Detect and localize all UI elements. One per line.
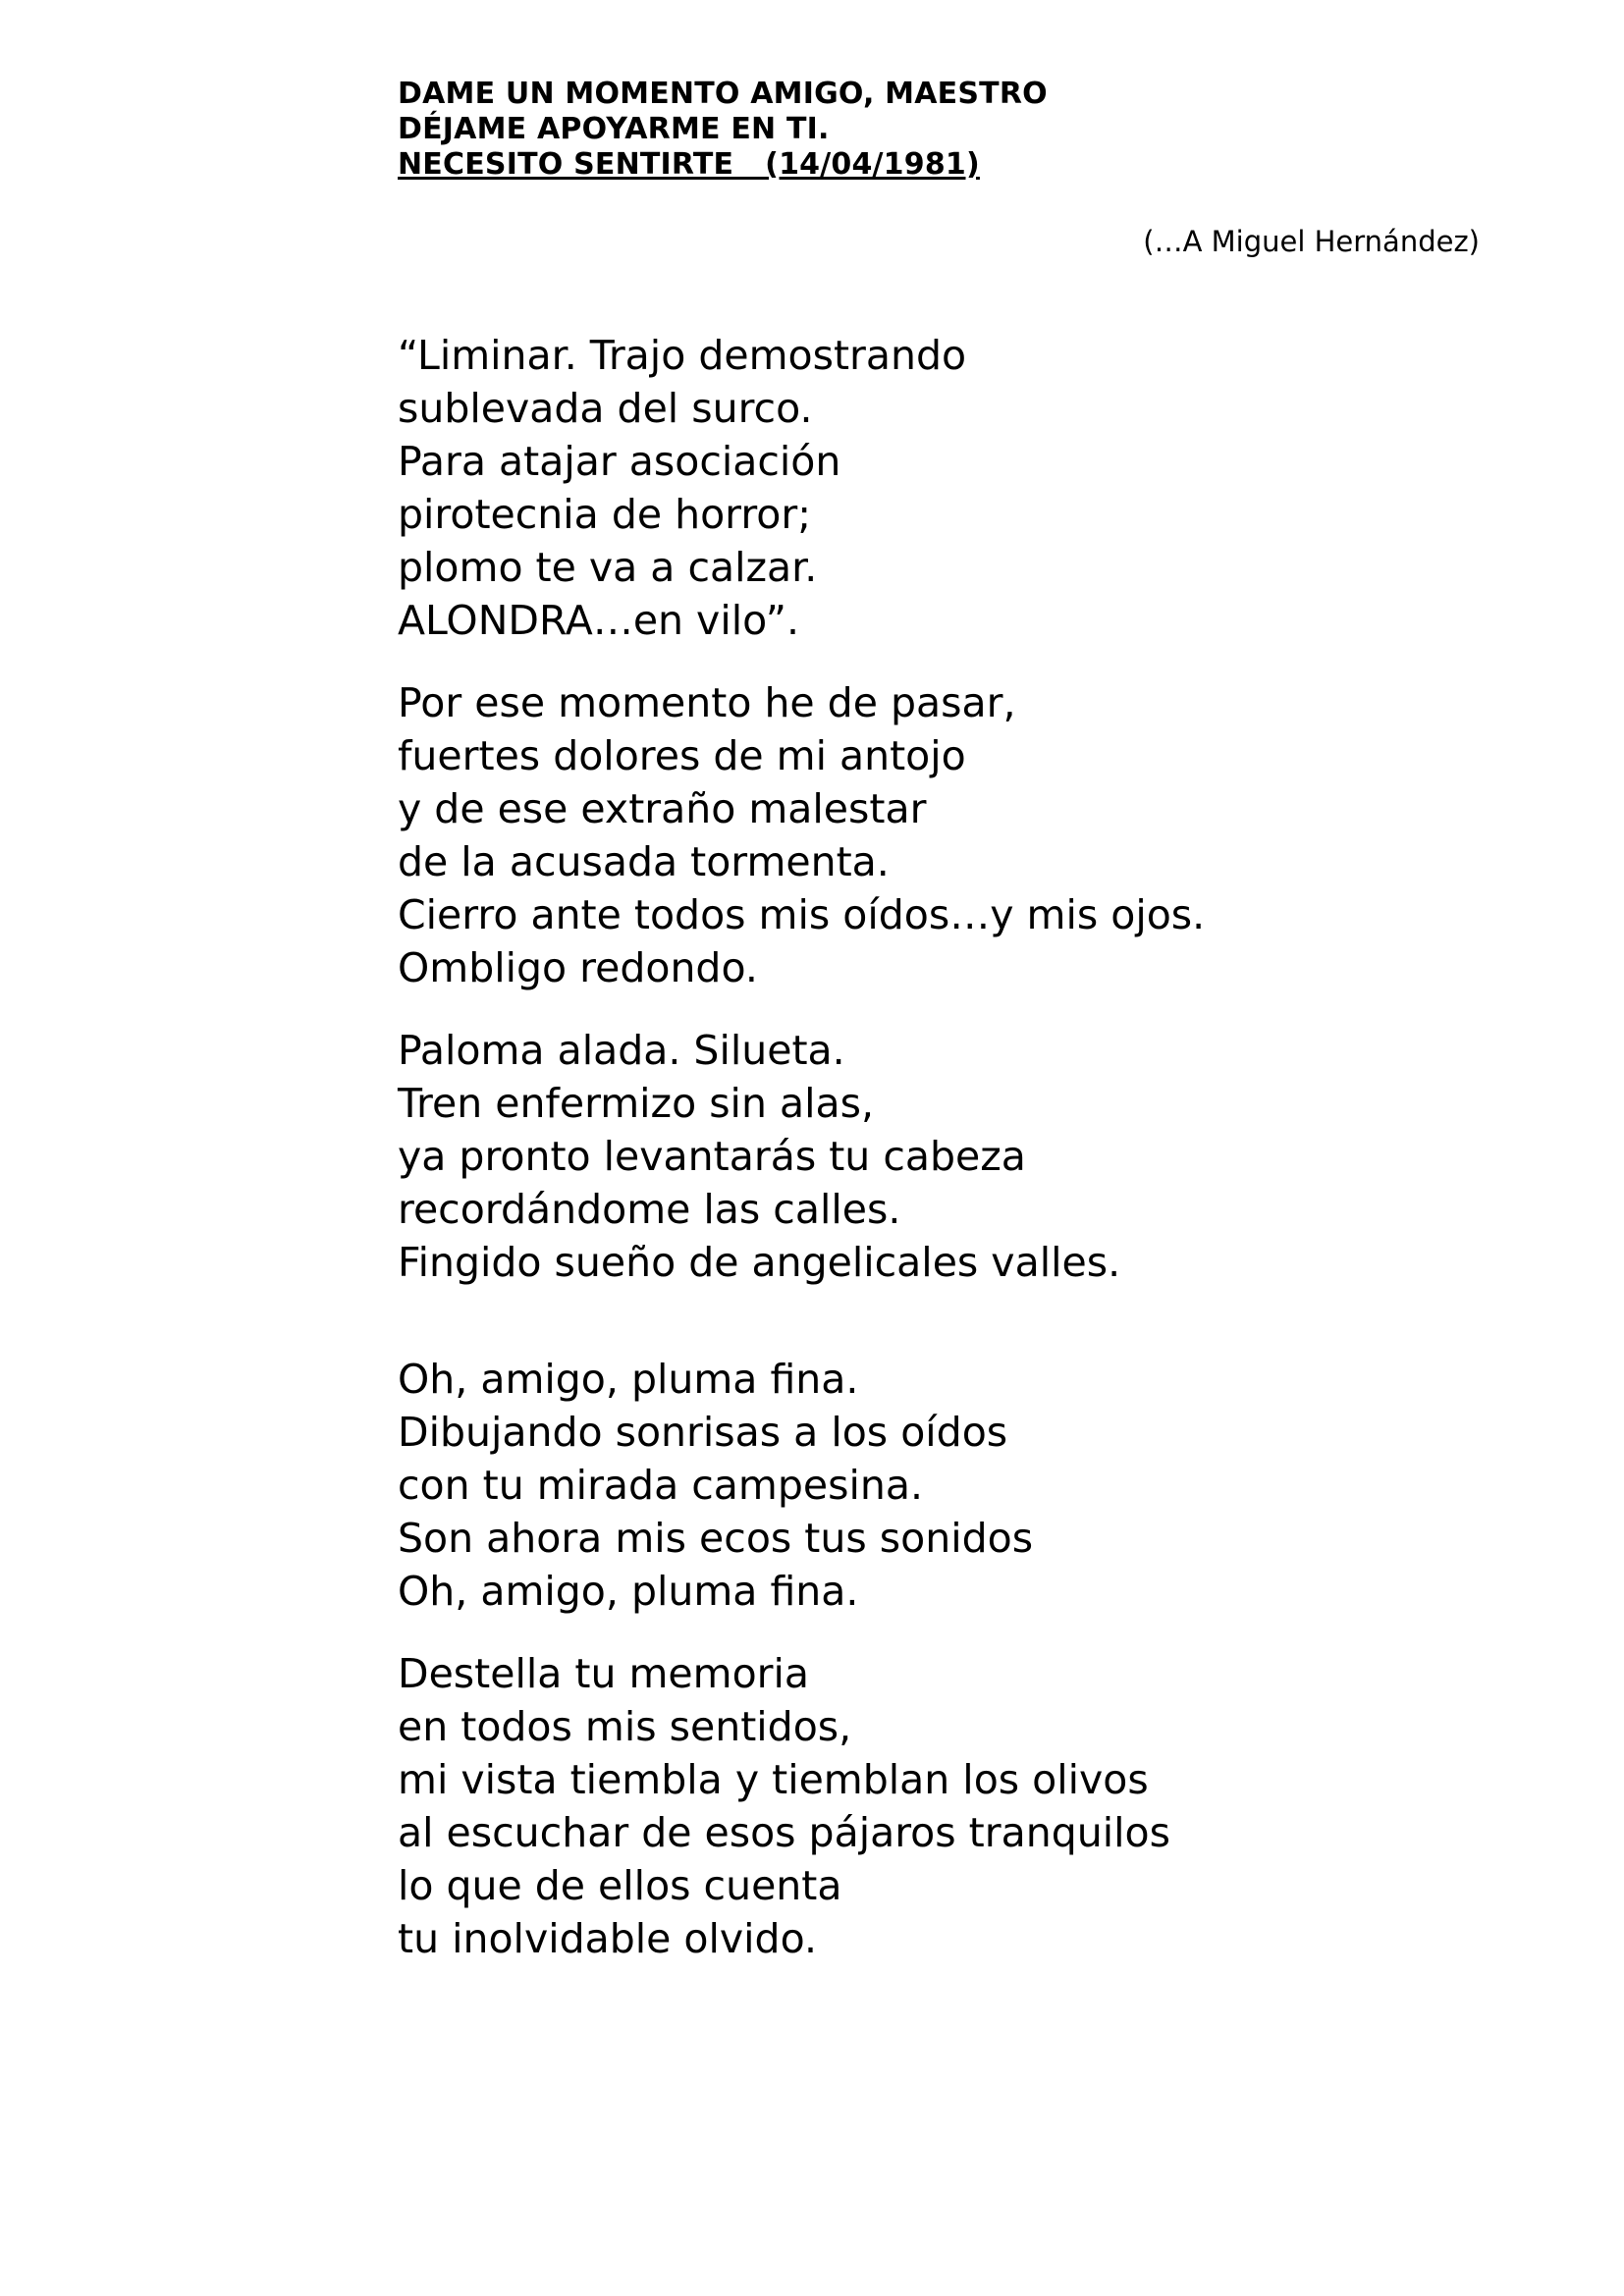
- stanza-2: [398, 676, 1205, 994]
- stanza-3: [398, 1024, 1205, 1289]
- poem-body: [398, 329, 1205, 1965]
- verse-line: Dibujando sonrisas a los oídos: [398, 1409, 1008, 1456]
- stanza-1: [398, 329, 1205, 647]
- verse-line: ALONDRA…en vilo”.: [398, 597, 799, 644]
- verse-line: Paloma alada. Silueta.: [398, 1027, 845, 1074]
- title-line-3: NECESITO SENTIRTE (14/04/1981): [398, 147, 980, 182]
- verse-line: mi vista tiembla y tiemblan los olivos: [398, 1756, 1149, 1803]
- verse-line: Ombligo redondo.: [398, 944, 758, 991]
- title-line-1: DAME UN MOMENTO AMIGO, MAESTRO: [398, 77, 1048, 111]
- verse-line: Cierro ante todos mis oídos…y mis ojos.: [398, 891, 1206, 938]
- stanza-4: [398, 1353, 1205, 1618]
- verse-line: Para atajar asociación: [398, 438, 841, 485]
- verse-line: en todos mis sentidos,: [398, 1703, 852, 1750]
- verse-line: Son ahora mis ecos tus sonidos: [398, 1515, 1034, 1562]
- verse-line: lo que de ellos cuenta: [398, 1862, 842, 1909]
- verse-line: pirotecnia de horror;: [398, 491, 812, 538]
- verse-line: recordándome las calles.: [398, 1186, 901, 1233]
- verse-line: sublevada del surco.: [398, 385, 813, 432]
- verse-line: y de ese extraño malestar: [398, 785, 927, 832]
- verse-line: de la acusada tormenta.: [398, 838, 890, 885]
- stanza-5: [398, 1647, 1205, 1965]
- verse-line: tu inolvidable olvido.: [398, 1915, 817, 1962]
- verse-line: ya pronto levantarás tu cabeza: [398, 1133, 1026, 1180]
- verse-line: Fingido sueño de angelicales valles.: [398, 1239, 1121, 1286]
- verse-line: plomo te va a calzar.: [398, 544, 818, 591]
- verse-line: “Liminar. Trajo demostrando: [398, 332, 967, 379]
- title-line-2: DÉJAME APOYARME EN TI.: [398, 112, 830, 146]
- verse-line: con tu mirada campesina.: [398, 1462, 923, 1509]
- verse-line: al escuchar de esos pájaros tranquilos: [398, 1809, 1170, 1856]
- verse-line: Oh, amigo, pluma fina.: [398, 1568, 859, 1615]
- poem-title: [398, 77, 1048, 183]
- verse-line: Tren enfermizo sin alas,: [398, 1080, 874, 1127]
- verse-line: fuertes dolores de mi antojo: [398, 732, 966, 779]
- verse-line: Por ese momento he de pasar,: [398, 679, 1016, 726]
- verse-line: Oh, amigo, pluma fina.: [398, 1356, 859, 1403]
- dedication: (…A Miguel Hernández): [1143, 225, 1480, 258]
- verse-line: Destella tu memoria: [398, 1650, 810, 1697]
